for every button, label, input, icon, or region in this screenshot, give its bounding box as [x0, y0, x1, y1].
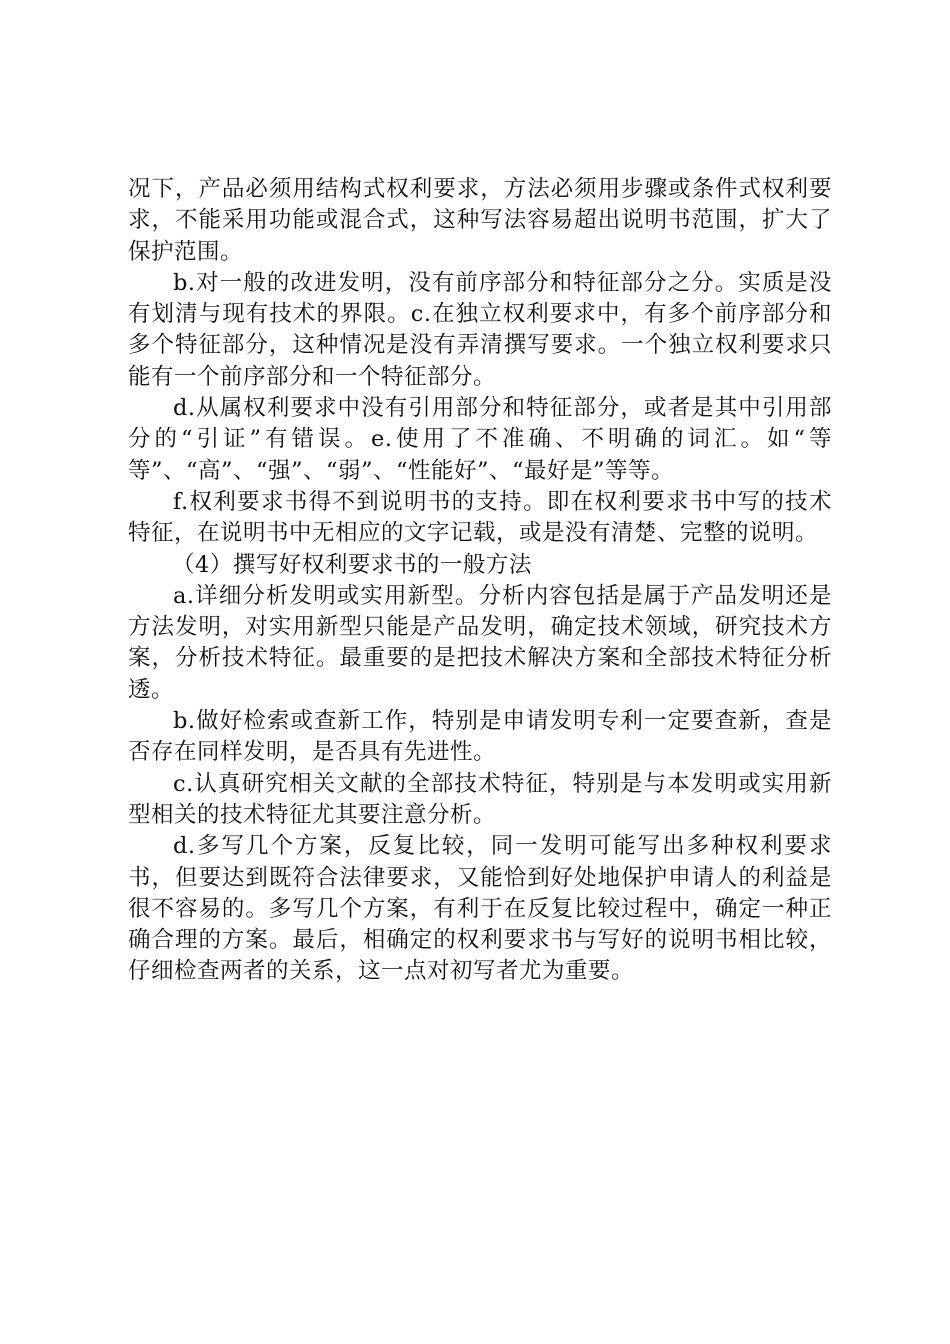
section-heading: （4）撰写好权利要求书的一般方法: [172, 551, 532, 578]
paragraph-item-d-e: d.从属权利要求中没有引用部分和特征部分，或者是其中引用部分的“引证”有错误。e.使用了不准确、不明确的词汇。如“等等”、“高”、“强”、“弱”、“性能好”、“最好是”等等。: [128, 395, 832, 484]
paragraph-method-a: a.详细分析发明或实用新型。分析内容包括是属于产品发明还是方法发明，对实用新型只能是产品发明，确定技术领域，研究技术方案，分析技术特征。最重要的是把技术解决方案和全部技术特征分析透。: [128, 582, 832, 703]
paragraph-method-b: b.做好检索或查新工作，特别是申请发明专利一定要查新，查是否存在同样发明，是否具有先进性。: [128, 708, 832, 766]
paragraph-continuation: 况下，产品必须用结构式权利要求，方法必须用步骤或条件式权利要求，不能采用功能或混合式，这种写法容易超出说明书范围，扩大了保护范围。: [128, 176, 832, 265]
paragraph-method-c: c.认真研究相关文献的全部技术特征，特别是与本发明或实用新型相关的技术特征尤其要注意分析。: [128, 770, 832, 828]
paragraph-item-f: f.权利要求书得不到说明书的支持。即在权利要求书中写的技术特征，在说明书中无相应的文字记载，或是没有清楚、完整的说明。: [128, 488, 832, 547]
paragraph-method-d: d.多写几个方案，反复比较，同一发明可能写出多种权利要求书，但要达到既符合法律要求，又能恰到好处地保护申请人的利益是很不容易的。多写几个方案，有利于在反复比较过程中，确定一种正确合理的方案。最后，相确定的权利要求书与写好的说明书相比较，仔细检查两者的关系，这一点对初写者尤为重要。: [128, 833, 832, 985]
paragraph-item-b-c: b.对一般的改进发明，没有前序部分和特征部分之分。实质是没有划清与现有技术的界限。c.在独立权利要求中，有多个前序部分和多个特征部分，这种情况是没有弄清撰写要求。一个独立权利要求只能有一个前序部分和一个特征部分。: [128, 269, 832, 390]
document-body: [128, 174, 832, 988]
